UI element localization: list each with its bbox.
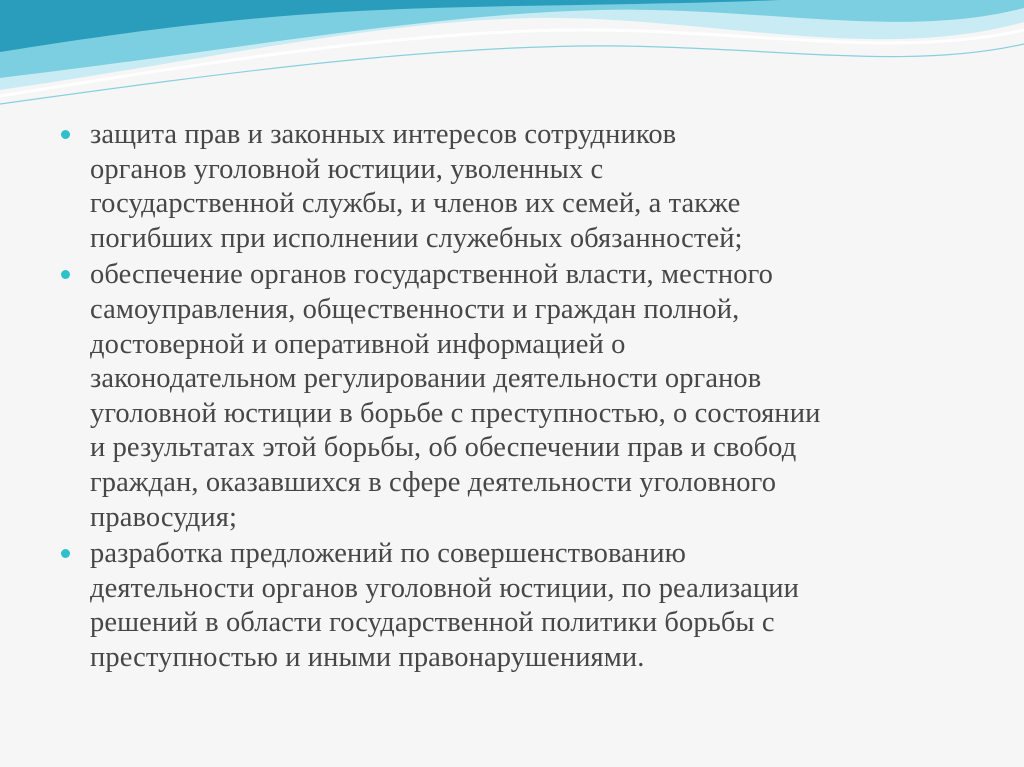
list-item: [58, 258, 988, 535]
list-item: [58, 537, 988, 675]
bullet-list: [58, 118, 988, 678]
wave-decoration-icon: [0, 0, 1024, 120]
bullet-text: разработка предложений по совершенствованию деятельности органов уголовной юстиции, по реализации решений в области государственной политики борьбы с преступностью и иными правонарушениями.: [90, 538, 799, 673]
bullet-dot-icon: [61, 549, 70, 558]
bullet-dot-icon: [61, 270, 70, 279]
bullet-dot-icon: [61, 130, 70, 139]
bullet-text: обеспечение органов государственной власти, местного самоуправления, общественности и граждан полной, достоверной и оперативной информацией о законодательном регулировании деятельности органов уголовной юстиции в борьбе с преступностью, о состоянии и результатах этой борьбы, об обеспечении прав и свобод граждан, оказавшихся в сфере деятельности уголовного правосудия;: [90, 259, 821, 533]
bullet-text: защита прав и законных интересов сотрудников органов уголовной юстиции, уволенных с государственной службы, и членов их семей, а также погибших при исполнении служебных обязанностей;: [90, 119, 743, 254]
list-item: [58, 118, 988, 256]
